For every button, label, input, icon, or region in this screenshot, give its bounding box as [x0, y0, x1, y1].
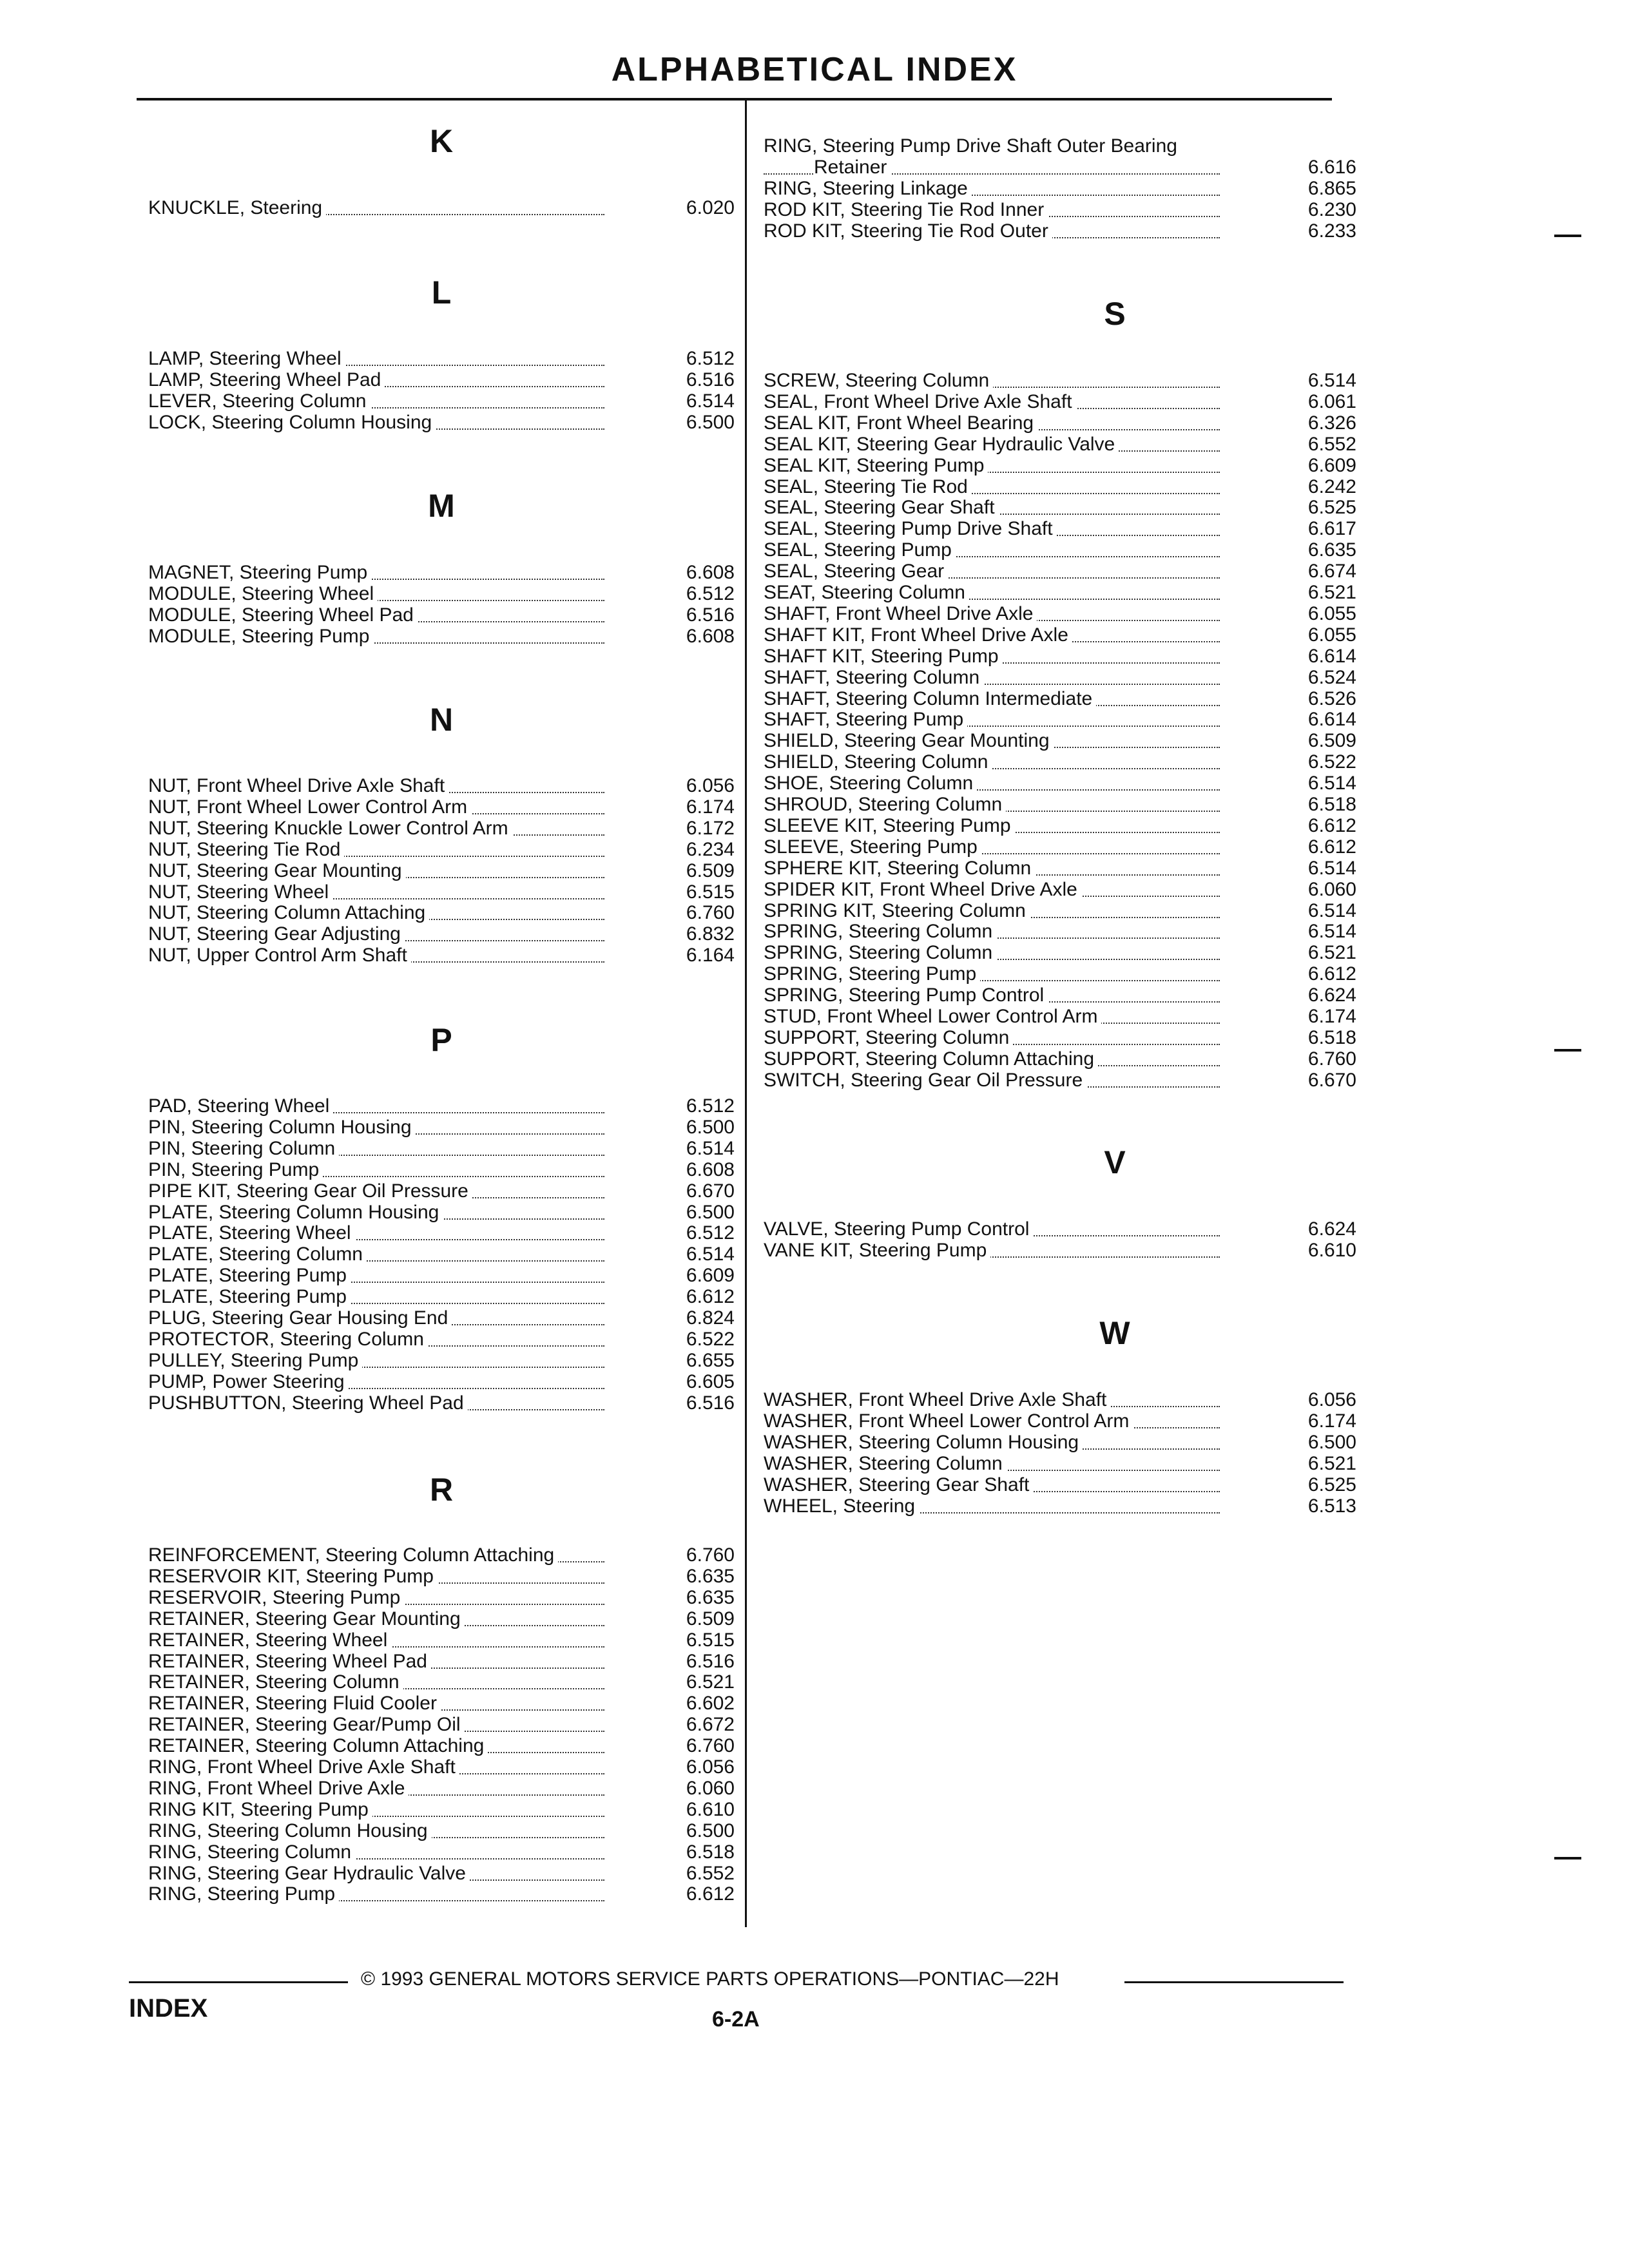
entry-name: SEAL, Steering Gear — [764, 561, 948, 582]
entry-page: 6.522 — [686, 1328, 735, 1350]
entry-name: RETAINER, Steering Fluid Cooler — [148, 1693, 441, 1714]
entry-name: RING, Front Wheel Drive Axle Shaft — [148, 1756, 459, 1778]
entry-name: SHAFT, Steering Column Intermediate — [764, 688, 1096, 709]
index-entry — [764, 391, 1356, 412]
entry-page: 6.514 — [1307, 857, 1356, 879]
section-letter: K — [429, 123, 454, 159]
entry-page: 6.513 — [1307, 1495, 1356, 1517]
entry-page: 6.512 — [686, 348, 735, 369]
footer-page-number: 6-2A — [712, 2007, 760, 2032]
entry-page: 6.500 — [686, 1820, 735, 1841]
entry-name: SEAL KIT, Steering Gear Hydraulic Valve — [764, 434, 1119, 455]
entry-name: SEAL, Steering Pump — [764, 539, 956, 561]
entry-page: 6.500 — [686, 1201, 735, 1223]
entry-name: SPRING, Steering Pump Control — [764, 985, 1048, 1006]
entry-name: RING, Steering Gear Hydraulic Valve — [148, 1863, 470, 1884]
entry-page: 6.760 — [1307, 1048, 1356, 1070]
entry-page: 6.512 — [686, 1095, 735, 1117]
entry-page: 6.624 — [1307, 1218, 1356, 1240]
entry-name: NUT, Steering Gear Mounting — [148, 860, 406, 881]
index-entry — [148, 197, 735, 218]
entry-name: RESERVOIR, Steering Pump — [148, 1587, 404, 1608]
entry-page: 6.602 — [686, 1693, 735, 1715]
entry-page: 6.230 — [1307, 198, 1356, 220]
entry-page: 6.670 — [686, 1180, 735, 1202]
entry-page: 6.608 — [686, 625, 735, 647]
index-entry — [764, 1070, 1356, 1091]
entry-page: 6.514 — [686, 1244, 735, 1265]
entry-page: 6.672 — [686, 1714, 735, 1736]
entry-page: 6.242 — [1307, 476, 1356, 497]
entry-page: 6.500 — [1307, 1431, 1356, 1453]
section-letter: M — [428, 488, 455, 524]
edge-mark — [1554, 1857, 1581, 1860]
title-rule — [137, 98, 1332, 101]
entry-name: STUD, Front Wheel Lower Control Arm — [764, 1006, 1101, 1027]
entry-name: WASHER, Steering Gear Shaft — [764, 1474, 1033, 1495]
entry-name: SPRING, Steering Column — [764, 921, 996, 942]
entry-name: NUT, Front Wheel Drive Axle Shaft — [148, 775, 448, 796]
index-entry — [764, 1389, 1356, 1410]
entry-name: PLATE, Steering Wheel — [148, 1222, 355, 1244]
entry-name: PUSHBUTTON, Steering Wheel Pad — [148, 1392, 468, 1414]
entry-name: RING, Steering Column — [148, 1841, 355, 1863]
entry-name: SHAFT, Steering Column — [764, 667, 983, 688]
entry-page: 6.612 — [1307, 963, 1356, 985]
entry-name: RING, Steering Linkage — [764, 178, 972, 199]
entry-page: 6.605 — [686, 1370, 735, 1392]
entry-page: 6.500 — [686, 1116, 735, 1138]
index-entry — [148, 1883, 735, 1905]
section-letter: L — [431, 274, 452, 311]
entry-name: RING, Steering Column Housing — [148, 1820, 432, 1841]
entry-page: 6.609 — [686, 1265, 735, 1287]
entry-name: PLUG, Steering Gear Housing End — [148, 1307, 452, 1329]
entry-page: 6.760 — [686, 902, 735, 924]
entry-name: SEAL, Front Wheel Drive Axle Shaft — [764, 391, 1076, 412]
entry-page: 6.609 — [1307, 454, 1356, 476]
entry-name: RETAINER, Steering Gear/Pump Oil — [148, 1714, 465, 1735]
entry-page: 6.670 — [1307, 1069, 1356, 1091]
entry-page: 6.617 — [1307, 518, 1356, 540]
entry-page: 6.516 — [686, 369, 735, 390]
entry-page: 6.056 — [686, 775, 735, 796]
entry-page: 6.521 — [1307, 942, 1356, 964]
entry-name: PIN, Steering Pump — [148, 1159, 323, 1180]
entry-name: PLATE, Steering Pump — [148, 1286, 351, 1307]
footer-copyright: © 1993 GENERAL MOTORS SERVICE PARTS OPERATIONS—PONTIAC—22H — [361, 1968, 1059, 1990]
section-letter: N — [429, 702, 454, 738]
entry-page: 6.174 — [686, 796, 735, 818]
entry-page: 6.525 — [1307, 497, 1356, 519]
entry-page: 6.164 — [686, 945, 735, 966]
entry-name: SEAL, Steering Pump Drive Shaft — [764, 518, 1057, 539]
entry-page: 6.514 — [686, 1137, 735, 1159]
index-entry — [148, 1544, 735, 1566]
entry-name: SHAFT KIT, Steering Pump — [764, 646, 1003, 667]
entry-page: 6.612 — [686, 1883, 735, 1905]
entry-name: RING KIT, Steering Pump — [148, 1799, 372, 1820]
entry-name: WASHER, Steering Column — [764, 1453, 1007, 1474]
index-entry — [148, 1307, 735, 1329]
entry-name: SLEEVE KIT, Steering Pump — [764, 815, 1015, 836]
index-entry — [148, 1202, 735, 1223]
column-divider — [745, 101, 747, 1927]
entry-page: 6.516 — [686, 604, 735, 626]
entry-page: 6.174 — [1307, 1410, 1356, 1432]
index-entry — [764, 879, 1356, 900]
entry-name: WASHER, Steering Column Housing — [764, 1432, 1083, 1453]
entry-name: SPRING, Steering Pump — [764, 963, 980, 985]
entry-name: KNUCKLE, Steering — [148, 197, 326, 218]
entry-name: ROD KIT, Steering Tie Rod Inner — [764, 199, 1048, 220]
entry-page: 6.020 — [686, 197, 735, 218]
entry-page: 6.061 — [1307, 390, 1356, 412]
entry-page: 6.515 — [686, 881, 735, 903]
section-letter: R — [429, 1472, 454, 1508]
entry-page: 6.509 — [686, 860, 735, 881]
entry-name: SHOE, Steering Column — [764, 773, 977, 794]
index-entry — [148, 412, 735, 433]
entry-name: SPIDER KIT, Front Wheel Drive Axle — [764, 879, 1081, 900]
entry-name: RETAINER, Steering Column Attaching — [148, 1735, 488, 1756]
footer-rule-right — [1124, 1981, 1344, 1983]
entry-page: 6.514 — [1307, 773, 1356, 794]
entry-name: SEAL KIT, Front Wheel Bearing — [764, 412, 1037, 434]
entry-page: 6.514 — [1307, 370, 1356, 391]
entry-page: 6.832 — [686, 923, 735, 945]
entry-page: 6.526 — [1307, 687, 1356, 709]
entry-page: 6.509 — [1307, 730, 1356, 752]
entry-name: REINFORCEMENT, Steering Column Attaching — [148, 1544, 558, 1566]
index-entry — [148, 1392, 735, 1414]
footer-rule-left — [129, 1981, 348, 1983]
entry-name: SUPPORT, Steering Column — [764, 1027, 1013, 1048]
entry-name: NUT, Front Wheel Lower Control Arm — [148, 796, 471, 818]
entry-name: SPRING, Steering Column — [764, 942, 996, 963]
entry-name: ROD KIT, Steering Tie Rod Outer — [764, 220, 1052, 242]
entry-name: RETAINER, Steering Column — [148, 1671, 403, 1693]
entry-page: 6.518 — [1307, 1026, 1356, 1048]
entry-page: 6.060 — [1307, 878, 1356, 900]
entry-page: 6.674 — [1307, 561, 1356, 582]
entry-page: 6.635 — [686, 1565, 735, 1587]
index-entry — [764, 1048, 1356, 1070]
entry-name: RING, Steering Pump — [148, 1883, 339, 1905]
entry-name: PROTECTOR, Steering Column — [148, 1329, 428, 1350]
index-entry — [148, 1863, 735, 1884]
edge-mark — [1554, 1049, 1581, 1052]
entry-name: MAGNET, Steering Pump — [148, 562, 371, 583]
entry-name: NUT, Steering Knuckle Lower Control Arm — [148, 818, 512, 839]
entry-page: 6.509 — [686, 1608, 735, 1629]
entry-name: VALVE, Steering Pump Control — [764, 1218, 1033, 1240]
entry-name-continuation: Retainer — [814, 157, 891, 178]
entry-page: 6.172 — [686, 817, 735, 839]
entry-name: MODULE, Steering Wheel Pad — [148, 604, 418, 626]
index-entry — [764, 1410, 1356, 1432]
entry-name: LAMP, Steering Wheel — [148, 348, 345, 369]
entry-name: WASHER, Front Wheel Drive Axle Shaft — [764, 1389, 1110, 1410]
entry-page: 6.326 — [1307, 412, 1356, 434]
entry-page: 6.512 — [686, 1222, 735, 1244]
section-letter: V — [1104, 1144, 1126, 1180]
entry-page: 6.610 — [686, 1798, 735, 1820]
entry-name: SPHERE KIT, Steering Column — [764, 858, 1035, 879]
entry-page: 6.552 — [1307, 433, 1356, 455]
entry-page: 6.518 — [686, 1841, 735, 1863]
entry-name: LAMP, Steering Wheel Pad — [148, 369, 385, 390]
entry-page: 6.614 — [1307, 645, 1356, 667]
index-entry — [764, 1240, 1356, 1261]
entry-name: SEAL KIT, Steering Pump — [764, 455, 988, 476]
entry-page: 6.521 — [686, 1671, 735, 1693]
entry-name: WHEEL, Steering — [764, 1495, 919, 1517]
entry-page: 6.056 — [686, 1756, 735, 1778]
index-entry — [764, 220, 1356, 242]
index-entry — [148, 1180, 735, 1202]
entry-name: NUT, Steering Tie Rod — [148, 839, 344, 860]
entry-name: RETAINER, Steering Wheel Pad — [148, 1651, 431, 1672]
entry-page: 6.610 — [1307, 1239, 1356, 1261]
entry-page: 6.500 — [686, 411, 735, 433]
entry-page: 6.521 — [1307, 582, 1356, 603]
entry-page: 6.514 — [1307, 921, 1356, 943]
entry-name: NUT, Steering Gear Adjusting — [148, 923, 405, 945]
index-entry — [764, 1006, 1356, 1027]
entry-page: 6.635 — [1307, 539, 1356, 561]
entry-page: 6.525 — [1307, 1474, 1356, 1495]
index-entry — [148, 945, 735, 966]
page-title: ALPHABETICAL INDEX — [611, 51, 1018, 88]
index-entry — [148, 1714, 735, 1735]
index-entry — [764, 434, 1356, 455]
entry-page: 6.522 — [1307, 751, 1356, 773]
entry-name: SEAT, Steering Column — [764, 582, 969, 603]
entry-page: 6.512 — [686, 582, 735, 604]
section-letter: S — [1104, 296, 1126, 332]
index-entry — [148, 796, 735, 818]
entry-name: LOCK, Steering Column Housing — [148, 412, 436, 433]
entry-page: 6.655 — [686, 1349, 735, 1371]
entry-name: RING, Front Wheel Drive Axle — [148, 1778, 409, 1799]
index-entry — [148, 626, 735, 647]
entry-name: WASHER, Front Wheel Lower Control Arm — [764, 1410, 1133, 1432]
entry-page: 6.612 — [1307, 814, 1356, 836]
index-entry — [148, 1735, 735, 1756]
entry-name: SHAFT, Steering Pump — [764, 709, 967, 730]
entry-name: RESERVOIR KIT, Steering Pump — [148, 1566, 438, 1587]
entry-page: 6.608 — [686, 1158, 735, 1180]
entry-name: SHROUD, Steering Column — [764, 794, 1006, 815]
entry-name: PULLEY, Steering Pump — [148, 1350, 362, 1371]
entry-page: 6.624 — [1307, 985, 1356, 1006]
entry-name: PIN, Steering Column — [148, 1138, 339, 1159]
entry-page: 6.518 — [1307, 794, 1356, 815]
entry-name: MODULE, Steering Pump — [148, 626, 373, 647]
entry-page: 6.524 — [1307, 666, 1356, 688]
entry-name: PAD, Steering Wheel — [148, 1095, 333, 1117]
entry-page: 6.056 — [1307, 1389, 1356, 1410]
index-entry — [764, 1432, 1356, 1453]
entry-name: NUT, Steering Column Attaching — [148, 902, 429, 923]
entry-name: PIPE KIT, Steering Gear Oil Pressure — [148, 1180, 472, 1202]
entry-page: 6.516 — [686, 1650, 735, 1672]
entry-name: SHIELD, Steering Gear Mounting — [764, 730, 1054, 751]
entry-page: 6.608 — [686, 562, 735, 583]
entry-name: SUPPORT, Steering Column Attaching — [764, 1048, 1098, 1070]
index-entry — [148, 1608, 735, 1629]
section-letter: P — [430, 1022, 452, 1058]
entry-name: SPRING KIT, Steering Column — [764, 900, 1030, 921]
entry-page: 6.635 — [686, 1586, 735, 1608]
entry-name: SCREW, Steering Column — [764, 370, 993, 391]
entry-page: 6.514 — [1307, 899, 1356, 921]
footer-section-label: INDEX — [129, 1994, 208, 2023]
index-entry — [764, 688, 1356, 709]
entry-name: VANE KIT, Steering Pump — [764, 1240, 990, 1261]
entry-page: 6.515 — [686, 1629, 735, 1651]
entry-name: LEVER, Steering Column — [148, 390, 371, 412]
entry-name: SHAFT KIT, Front Wheel Drive Axle — [764, 624, 1072, 646]
entry-page: 6.612 — [1307, 836, 1356, 858]
entry-name: SLEEVE, Steering Pump — [764, 836, 981, 858]
entry-name: SHIELD, Steering Column — [764, 751, 992, 773]
entry-page: 6.760 — [686, 1544, 735, 1566]
entry-page: 6.865 — [1307, 177, 1356, 199]
entry-page: 6.760 — [686, 1735, 735, 1757]
entry-name: NUT, Steering Wheel — [148, 881, 333, 903]
entry-name: RING, Steering Pump Drive Shaft Outer Bearing — [764, 135, 1181, 157]
entry-name: RETAINER, Steering Gear Mounting — [148, 1608, 465, 1629]
entry-page: 6.616 — [1307, 156, 1356, 178]
entry-name: RETAINER, Steering Wheel — [148, 1629, 391, 1651]
entry-name: MODULE, Steering Wheel — [148, 583, 378, 604]
entry-page: 6.234 — [686, 838, 735, 860]
section-letter: W — [1099, 1315, 1130, 1351]
entry-page: 6.516 — [686, 1392, 735, 1414]
entry-name: SHAFT, Front Wheel Drive Axle — [764, 603, 1037, 624]
entry-name: PLATE, Steering Pump — [148, 1265, 351, 1286]
entry-page: 6.614 — [1307, 709, 1356, 731]
edge-mark — [1554, 235, 1581, 237]
index-entry — [764, 135, 1356, 157]
entry-page: 6.060 — [686, 1777, 735, 1799]
index-entry — [148, 1756, 735, 1778]
entry-name: PLATE, Steering Column — [148, 1244, 367, 1265]
entry-page: 6.514 — [686, 390, 735, 412]
entry-name: SEAL, Steering Tie Rod — [764, 476, 972, 497]
entry-name: PUMP, Power Steering — [148, 1371, 349, 1392]
entry-name: PLATE, Steering Column Housing — [148, 1202, 443, 1223]
entry-page: 6.612 — [686, 1286, 735, 1308]
entry-page: 6.233 — [1307, 220, 1356, 242]
entry-page: 6.824 — [686, 1307, 735, 1329]
entry-page: 6.552 — [686, 1862, 735, 1884]
entry-page: 6.055 — [1307, 602, 1356, 624]
entry-page: 6.521 — [1307, 1452, 1356, 1474]
entry-name: SEAL, Steering Gear Shaft — [764, 497, 999, 518]
index-entry — [764, 624, 1356, 646]
entry-page: 6.055 — [1307, 624, 1356, 646]
index-entry — [148, 818, 735, 839]
index-entry — [148, 775, 735, 796]
entry-name: PIN, Steering Column Housing — [148, 1117, 416, 1138]
entry-name: NUT, Upper Control Arm Shaft — [148, 945, 411, 966]
index-entry — [764, 1495, 1356, 1517]
entry-page: 6.174 — [1307, 1006, 1356, 1027]
entry-name: SWITCH, Steering Gear Oil Pressure — [764, 1070, 1086, 1091]
